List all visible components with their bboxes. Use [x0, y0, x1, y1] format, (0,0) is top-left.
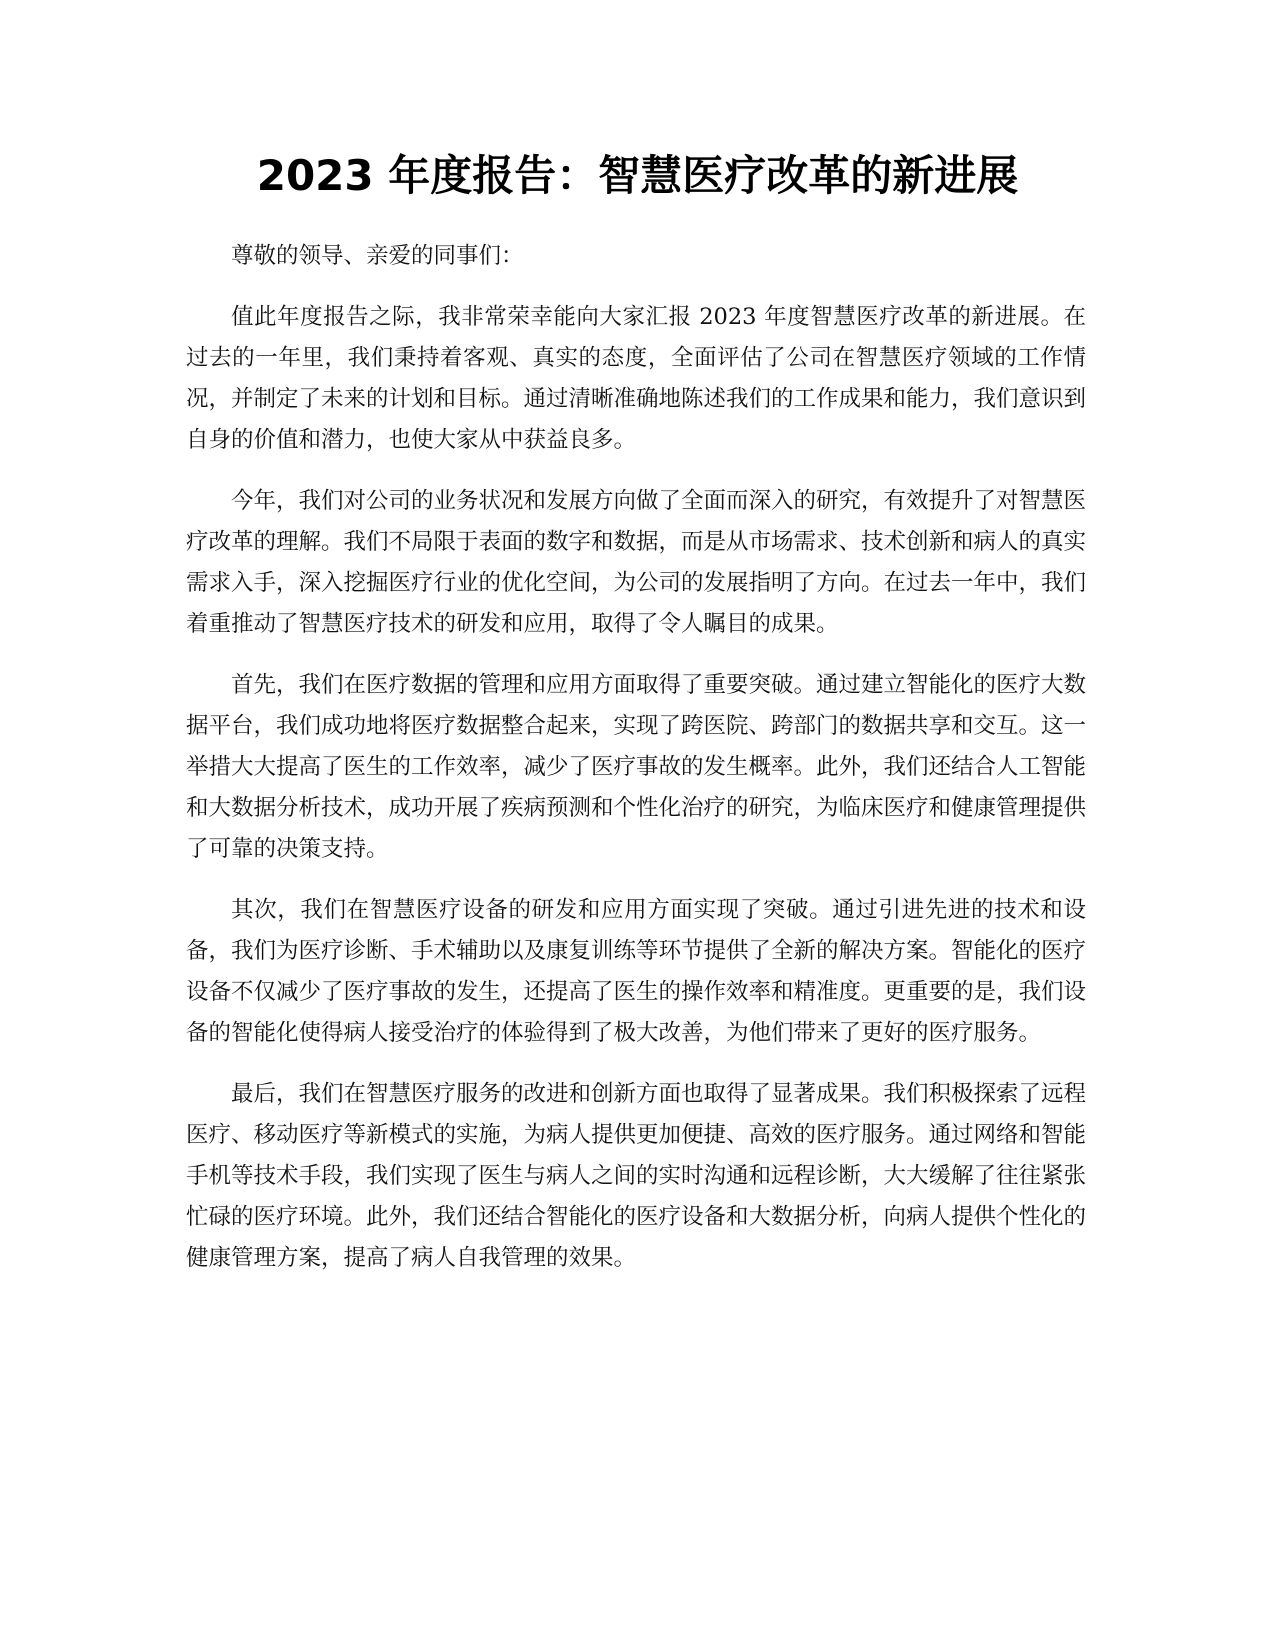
body-paragraph: 其次，我们在智慧医疗设备的研发和应用方面实现了突破。通过引进先进的技术和设备，我们为医疗诊断、手术辅助以及康复训练等环节提供了全新的解决方案。智能化的医疗设备不仅减少了医疗事故的发生，还提高了医生的操作效率和精准度。更重要的是，我们设备的智能化使得病人接受治疗的体验得到了极大改善，为他们带来了更好的医疗服务。 [186, 897, 1087, 1046]
document-title: 2023 年度报告：智慧医疗改革的新进展 [256, 151, 1019, 200]
body-paragraph: 今年，我们对公司的业务状况和发展方向做了全面而深入的研究，有效提升了对智慧医疗改革的理解。我们不局限于表面的数字和数据，而是从市场需求、技术创新和病人的真实需求入手，深入挖掘医疗行业的优化空间，为公司的发展指明了方向。在过去一年中，我们着重推动了智慧医疗技术的研发和应用，取得了令人瞩目的成果。 [186, 488, 1087, 637]
document-body [186, 236, 1086, 1299]
greeting-paragraph: 尊敬的领导、亲爱的同事们： [231, 243, 524, 269]
body-paragraph: 首先，我们在医疗数据的管理和应用方面取得了重要突破。通过建立智能化的医疗大数据平台，我们成功地将医疗数据整合起来，实现了跨医院、跨部门的数据共享和交互。这一举措大大提高了医生的工作效率，减少了医疗事故的发生概率。此外，我们还结合人工智能和大数据分析技术，成功开展了疾病预测和个性化治疗的研究，为临床医疗和健康管理提供了可靠的决策支持。 [186, 672, 1087, 862]
body-paragraph: 最后，我们在智慧医疗服务的改进和创新方面也取得了显著成果。我们积极探索了远程医疗、移动医疗等新模式的实施，为病人提供更加便捷、高效的医疗服务。通过网络和智能手机等技术手段，我们实现了医生与病人之间的实时沟通和远程诊断，大大缓解了往往紧张忙碌的医疗环境。此外，我们还结合智能化的医疗设备和大数据分析，向病人提供个性化的健康管理方案，提高了病人自我管理的效果。 [186, 1081, 1087, 1271]
body-paragraph: 值此年度报告之际，我非常荣幸能向大家汇报 2023 年度智慧医疗改革的新进展。在过去的一年里，我们秉持着客观、真实的态度，全面评估了公司在智慧医疗领域的工作情况，并制定了未来的计划和目标。通过清晰准确地陈述我们的工作成果和能力，我们意识到自身的价值和潜力，也使大家从中获益良多。 [186, 304, 1087, 453]
